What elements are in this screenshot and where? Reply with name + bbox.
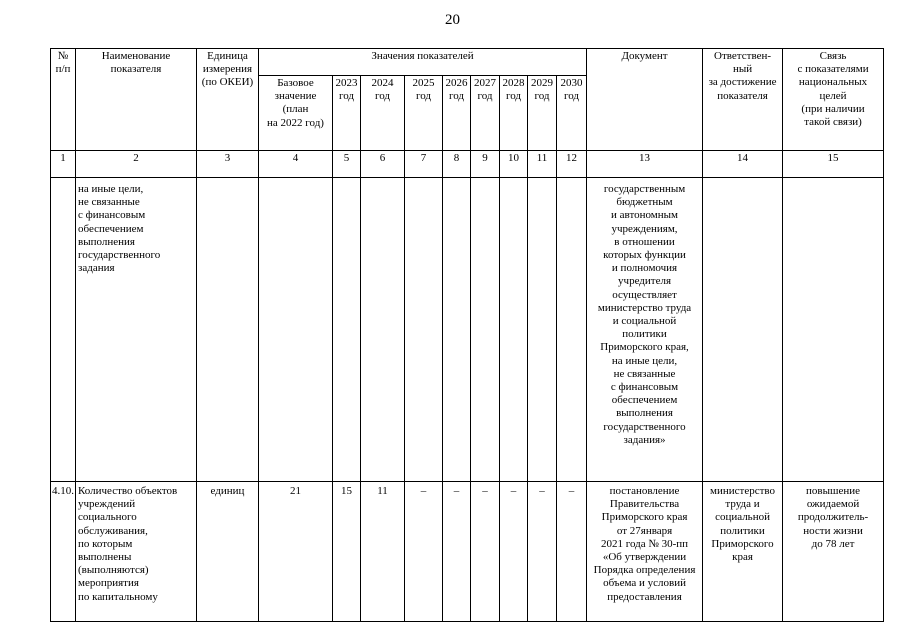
header-year: 2026 год <box>443 76 471 151</box>
header-year: 2027 год <box>471 76 500 151</box>
header-num: № п/п <box>51 49 76 151</box>
column-number: 1 <box>51 151 76 178</box>
column-number: 15 <box>783 151 884 178</box>
row-year <box>361 178 405 482</box>
row-year: – <box>557 482 587 622</box>
column-number: 5 <box>333 151 361 178</box>
header-name: Наименование показателя <box>76 49 197 151</box>
row-num: 4.10. <box>51 482 76 622</box>
column-number: 2 <box>76 151 197 178</box>
column-number: 13 <box>587 151 703 178</box>
row-year: 11 <box>361 482 405 622</box>
column-number: 8 <box>443 151 471 178</box>
column-number: 4 <box>259 151 333 178</box>
column-number: 7 <box>405 151 443 178</box>
header-link: Связь с показателями национальных целей (при наличии такой связи) <box>783 49 884 151</box>
row-responsible <box>703 178 783 482</box>
row-year: – <box>443 482 471 622</box>
row-num <box>51 178 76 482</box>
column-number-row <box>51 151 884 178</box>
row-document: постановление Правительства Приморского края от 27января 2021 года № 30-пп «Об утверждении Порядка определения объема и условий предоставления <box>587 482 703 622</box>
row-link <box>783 178 884 482</box>
header-year: 2023 год <box>333 76 361 151</box>
row-base: 21 <box>259 482 333 622</box>
row-year <box>500 178 528 482</box>
header-base: Базовое значение (план на 2022 год) <box>259 76 333 151</box>
row-unit <box>197 178 259 482</box>
header-year: 2028 год <box>500 76 528 151</box>
table-row <box>51 482 884 622</box>
header-values: Значения показателей <box>259 49 587 76</box>
header-unit: Единица измерения (по ОКЕИ) <box>197 49 259 151</box>
row-year <box>333 178 361 482</box>
column-number: 14 <box>703 151 783 178</box>
row-responsible: министерство труда и социальной политики Приморского края <box>703 482 783 622</box>
row-year: 15 <box>333 482 361 622</box>
column-number: 6 <box>361 151 405 178</box>
header-document: Документ <box>587 49 703 151</box>
row-name: Количество объектов учреждений социального обслуживания, по которым выполнены (выполняются) мероприятия по капитальному <box>76 482 197 622</box>
row-year: – <box>471 482 500 622</box>
row-year <box>443 178 471 482</box>
row-year: – <box>405 482 443 622</box>
row-link: повышение ожидаемой продолжитель- ности жизни до 78 лет <box>783 482 884 622</box>
row-name: на иные цели, не связанные с финансовым обеспечением выполнения государственного задания <box>76 178 197 482</box>
row-year: – <box>528 482 557 622</box>
column-number: 9 <box>471 151 500 178</box>
header-row <box>51 49 884 76</box>
column-number: 10 <box>500 151 528 178</box>
row-year <box>557 178 587 482</box>
header-year: 2030 год <box>557 76 587 151</box>
row-base <box>259 178 333 482</box>
header-year: 2025 год <box>405 76 443 151</box>
row-year <box>405 178 443 482</box>
table-row <box>51 178 884 482</box>
column-number: 11 <box>528 151 557 178</box>
page-number: 20 <box>445 12 460 28</box>
column-number: 3 <box>197 151 259 178</box>
row-document: государственным бюджетным и автономным учреждениям, в отношении которых функции и полномочия учредителя осуществляет министерство труда и социальной политики Приморского края, на иные цели, не связанные с финансовым обеспечением выполнения государственного задания» <box>587 178 703 482</box>
header-responsible: Ответствен- ный за достижение показателя <box>703 49 783 151</box>
indicators-table <box>50 48 884 622</box>
row-year <box>528 178 557 482</box>
row-year: – <box>500 482 528 622</box>
header-year: 2024 год <box>361 76 405 151</box>
row-unit: единиц <box>197 482 259 622</box>
row-year <box>471 178 500 482</box>
header-year: 2029 год <box>528 76 557 151</box>
column-number: 12 <box>557 151 587 178</box>
